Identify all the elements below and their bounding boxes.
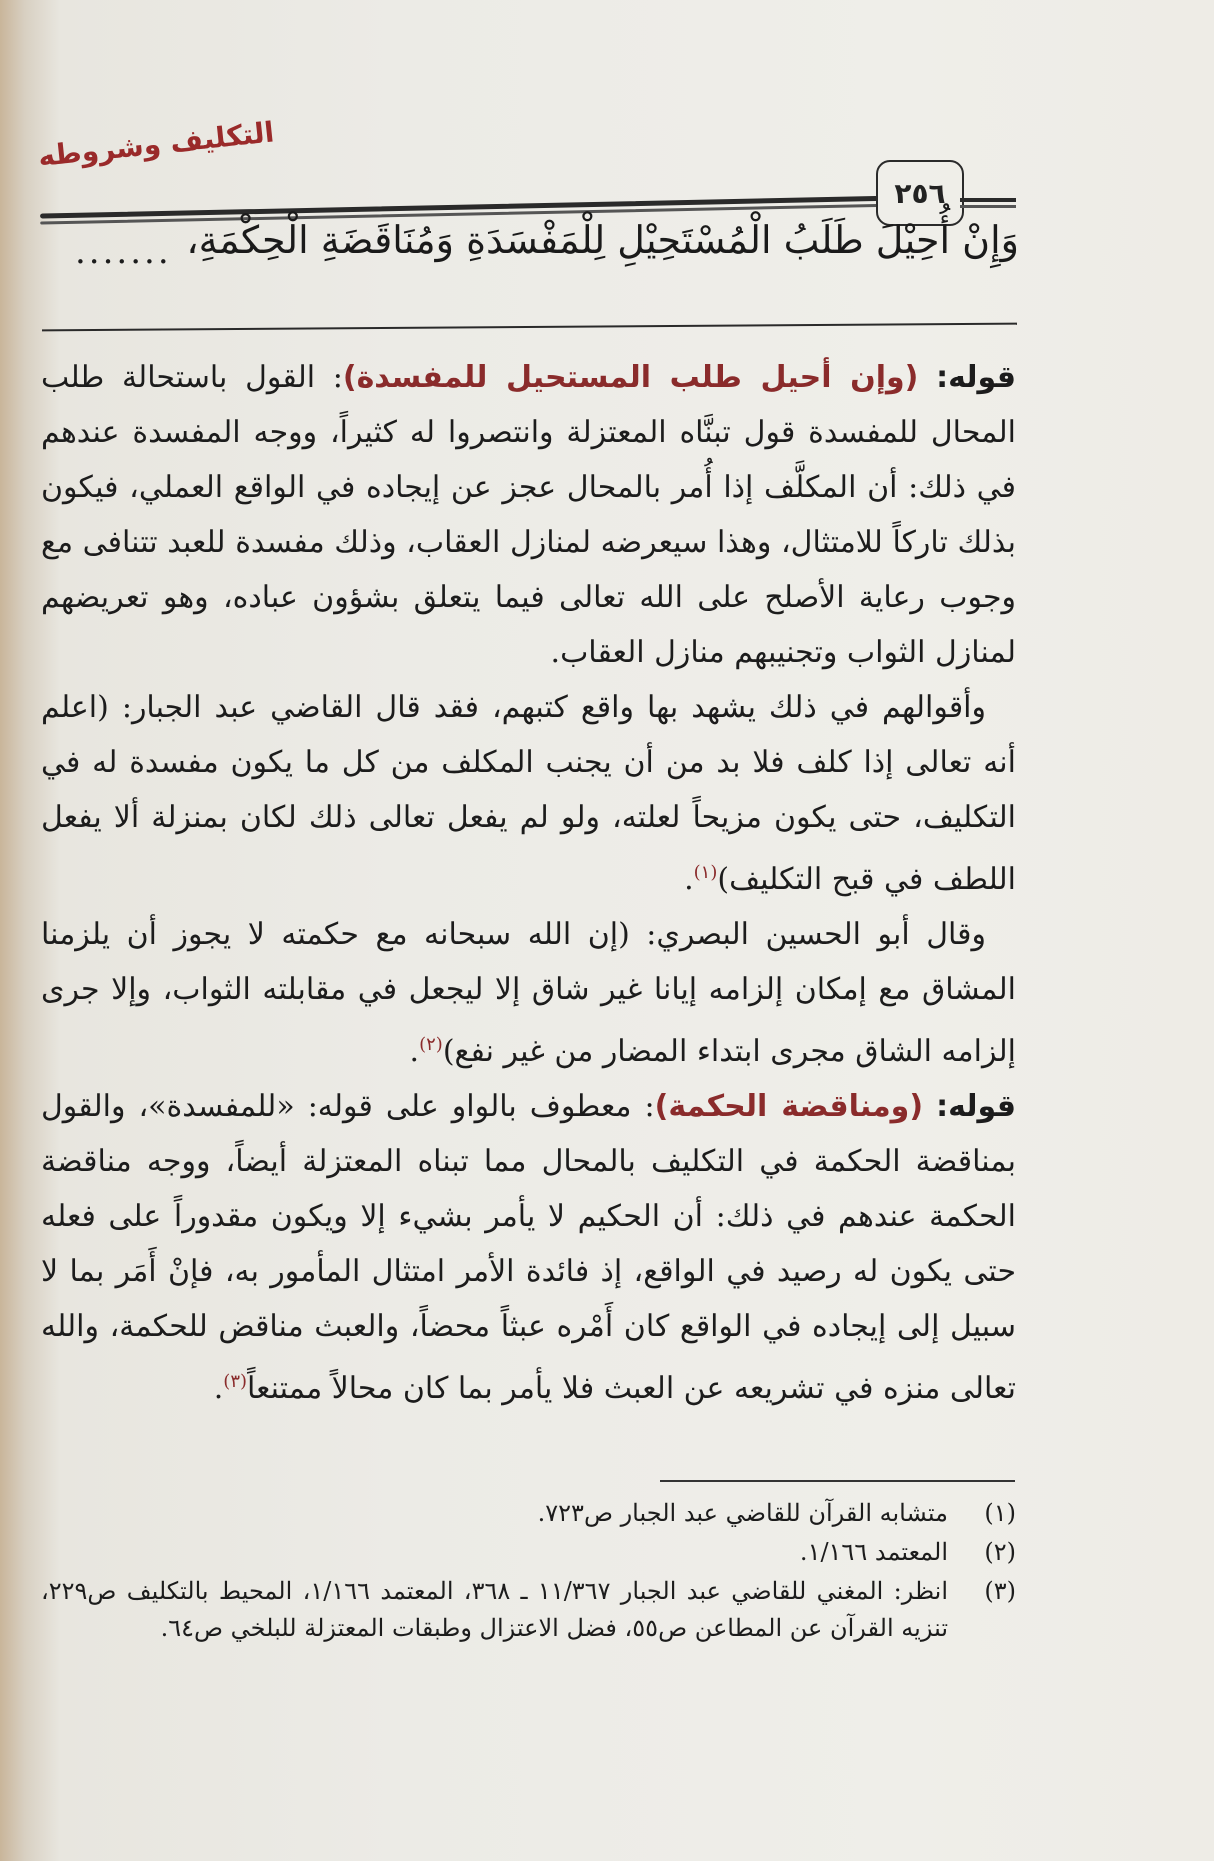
footnote-2 <box>41 1534 1016 1571</box>
quoted-phrase: (وإن أحيل طلب المستحيل للمفسدة) <box>342 360 919 395</box>
footnote-number: (٣) <box>984 1577 1016 1605</box>
period: . <box>684 862 694 897</box>
footnote-ref-1[interactable]: (١) <box>693 862 718 883</box>
footnote-number: (١) <box>984 1499 1016 1527</box>
footnote-ref-2[interactable]: (٢) <box>419 1034 443 1055</box>
paragraph-2 <box>41 680 1016 907</box>
footnote-separator <box>660 1480 1015 1482</box>
running-title: التكليف وشروطه <box>36 115 276 173</box>
footnote-text: انظر: المغني للقاضي عبد الجبار ١١/٣٦٧ ـ ٣٦٨، المعتمد ١/١٦٦، المحيط بالتكليف ص٢٢٩، تنزيه القرآن عن المطاعن ص٥٥، فضل الاعتزال وطبقات المعتزلة للبلخي ص٦٤. <box>41 1577 948 1642</box>
period: . <box>213 1371 224 1406</box>
paragraph-text: : معطوف بالواو على قوله: «للمفسدة»، والقول بمناقضة الحكمة في التكليف بالمحال مما تبناه المعتزلة أيضاً، ووجه مناقضة الحكمة عندهم في ذلك: أن الحكيم لا يأمر بشيء إلا ويكون مقدوراً على فعله حتى يكون له رصيد في الواقع، إذ فائدة الأمر امتثال المأمور به، فإنْ أَمَر بما لا سبيل إلى إيجاده في الواقع كان أَمْره عبثاً محضاً، والعبث مناقض للحكمة، والله تعالى منزه في تشريعه عن العبث فلا يأمر بما كان محالاً ممتنعاً <box>41 1089 1016 1406</box>
header-rule-right <box>960 198 1016 210</box>
footnote-3 <box>41 1573 1016 1647</box>
matn-verse: وَإِنْ أُحِيْلَ طَلَبُ الْمُسْتَحِيْلِ لِلْمَفْسَدَةِ وَمُنَاقَضَةِ الْحِكْمَةِ، <box>186 218 1019 262</box>
footnote-ref-3[interactable]: (٣) <box>223 1371 248 1392</box>
footnote-number: (٢) <box>984 1538 1016 1566</box>
paragraph-text: وقال أبو الحسين البصري: (إن الله سبحانه مع حكمته لا يجوز أن يلزمنا المشاق مع إمكان إلزامه إيانا غير شاق إلا ليجعل في مقابلته الثواب، وإلا جرى إلزامه الشاق مجرى ابتداء المضار من غير نفع) <box>41 917 1016 1069</box>
paragraph-3 <box>41 907 1016 1079</box>
qawluhu-label: قوله: <box>936 360 1016 395</box>
paragraph-text: : القول باستحالة طلب المحال للمفسدة قول تبنَّاه المعتزلة وانتصروا له كثيراً، ووجه المفسدة عندهم في ذلك: أن المكلَّف إذا أُمر بالمحال عجز عن إيجاده في الواقع العملي، فيكون بذلك تاركاً للامتثال، وهذا سيعرضه لمنازل العقاب، وذلك مفسدة للعبد تتنافى مع وجوب رعاية الأصلح على الله تعالى فيما يتعلق بشؤون عباده، وهو تعريضهم لمنازل الثواب وتجنيبهم منازل العقاب. <box>41 360 1016 670</box>
matn-separator-rule <box>42 323 1017 332</box>
rule-line-thick <box>960 198 1016 202</box>
paragraph-4 <box>41 1079 1016 1416</box>
page-number: ٢٥٦ <box>876 160 964 226</box>
footnote-text: متشابه القرآن للقاضي عبد الجبار ص٧٢٣. <box>537 1499 948 1527</box>
commentary-body <box>41 350 1016 1416</box>
footnote-text: المعتمد ١/١٦٦. <box>799 1538 948 1566</box>
paragraph-text: وأقوالهم في ذلك يشهد بها واقع كتبهم، فقد قال القاضي عبد الجبار: (اعلم أنه تعالى إذا كلف فلا بد من أن يجنب المكلف من كل ما يكون مفسدة له في التكليف، حتى يكون مزيحاً لعلته، ولو لم يفعل تعالى ذلك لكان بمنزلة ألا يفعل اللطف في قبح التكليف) <box>41 690 1016 897</box>
rule-line-thin <box>960 205 1016 208</box>
quoted-phrase: (ومناقضة الحكمة) <box>654 1089 924 1124</box>
matn-ellipsis: ....... <box>75 232 172 272</box>
paragraph-1 <box>41 350 1016 680</box>
qawluhu-label: قوله: <box>936 1089 1016 1124</box>
footnotes <box>41 1495 1016 1649</box>
period: . <box>409 1034 420 1069</box>
footnote-1 <box>41 1495 1016 1532</box>
